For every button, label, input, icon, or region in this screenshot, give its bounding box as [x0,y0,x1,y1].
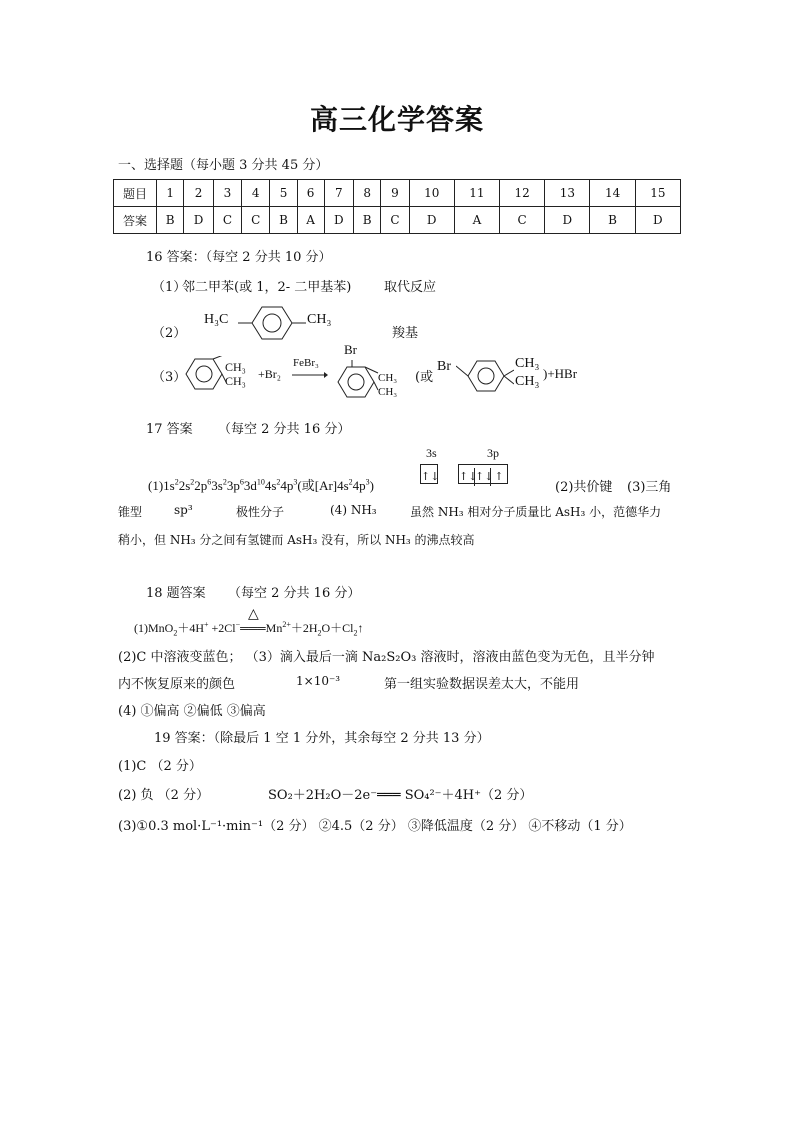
benzene-ring-product [334,360,380,406]
q19-line2-b: SO₂＋2H₂O－2e⁻═══ SO₄²⁻＋4H⁺（2 分） [268,788,533,803]
q16-p2-num: （2） [152,326,187,341]
question-number-cell: 11 [454,180,499,207]
answer-cell: D [635,207,680,234]
q16-p1-num: （1） [152,280,187,295]
answer-table [113,179,681,234]
question-number-cell: 1 [157,180,184,207]
question-number-cell: 6 [297,180,324,207]
section1-heading: 一、选择题（每小题 3 分共 45 分） [118,158,329,173]
q18-line3-a: 内不恢复原来的颜色 [118,677,236,692]
benzene-ring-ortho-1 [182,356,226,392]
orbital-3p-electrons-2: ↑↓ [475,468,491,486]
benzene-ring-alt [456,356,514,396]
q17-line2-c: 极性分子 [236,505,285,519]
answer-cell: B [354,207,381,234]
q16-ch3-b: CH₃ [225,374,246,388]
q19-line3: (3)①0.3 mol·L⁻¹·min⁻¹（2 分） ②4.5（2 分） ③降低温度（2 分） ④不移动（1 分） [118,819,632,834]
q17-line2-e: 虽然 NH₃ 相对分子质量比 AsH₃ 小，范德华力 [410,505,662,519]
answer-cell: D [545,207,590,234]
q16-ch3-c: CH₃ [378,372,398,384]
q16-p2-right: CH₃ [307,312,332,327]
answer-cell: A [297,207,324,234]
page-title: 高三化学答案 [309,103,484,136]
q16-ch3-f: CH₃ [515,374,540,389]
question-number-cell: 8 [354,180,381,207]
q17-p2: (2)共价键 [555,480,613,495]
q16-heading: 16 答案：（每空 2 分共 10 分） [146,250,332,265]
q16-p1-text: 邻二甲苯(或 1，2- 二甲基苯) [182,280,352,295]
q16-ch3-d: CH₃ [378,386,398,398]
orbital-3p-electrons-3: ↑ [494,470,504,483]
question-number-cell: 2 [184,180,214,207]
q16-p2-left: H₃C [204,312,229,327]
q19-line2-a: (2) 负 （2 分） [118,788,210,803]
question-row [114,180,681,207]
answer-cell: B [157,207,184,234]
q17-electron-config: $(1)1s^22s^22p^63s^23p^63d^{10}4s^24p^3$(或$[Ar]4s^24p^3$) [148,477,375,493]
q17-p3a: (3)三角 [627,480,672,495]
q17-line2-a: 锥型 [118,505,143,519]
row-header-answer: 答案 [114,207,157,234]
question-number-cell: 10 [409,180,454,207]
answer-cell: C [213,207,241,234]
q16-p1-type: 取代反应 [384,280,437,295]
q18-line3-b: 1×10⁻³ [296,674,341,688]
orbital-3p-box [458,464,508,484]
q18-line3-c: 第一组实验数据误差太大，不能用 [384,677,580,692]
q16-ch3-e: CH₃ [515,356,540,371]
orbital-3s-label: 3s [426,446,437,460]
orbital-3s-box [420,464,438,484]
q18-heading: 18 题答案 [146,586,206,601]
q17-line2-d: (4) NH₃ [330,503,377,517]
q17-line2-b: sp³ [174,503,193,517]
q16-p3-num: （3） [152,370,187,385]
question-number-cell: 3 [213,180,241,207]
q18-score: （每空 2 分共 16 分） [228,586,361,601]
answer-cell: C [500,207,545,234]
answer-cell: D [184,207,214,234]
q18-equation: $(1)MnO_2+4H^+ +2Cl^-═══Mn^{2+}+2H_2O+Cl_2↑$ [134,620,364,638]
benzene-ring-para [238,304,306,342]
row-header-question: 题目 [114,180,157,207]
q18-line4: (4) ①偏高 ②偏低 ③偏高 [118,704,266,719]
heat-triangle: △ [248,606,259,622]
question-number-cell: 15 [635,180,680,207]
q16-or-open: (或 [415,370,434,385]
q17-line3: 稍小，但 NH₃ 分之间有氢键而 AsH₃ 没有，所以 NH₃ 的沸点较高 [118,533,475,547]
question-number-cell: 4 [242,180,270,207]
answer-cell: B [590,207,635,234]
q19-heading: 19 答案：（除最后 1 空 1 分外，其余每空 2 分共 13 分） [154,731,490,746]
q16-plus-br2: +Br₂ [258,367,281,381]
reaction-arrow [292,372,328,378]
question-number-cell: 7 [324,180,354,207]
answer-cell: A [454,207,499,234]
question-number-cell: 5 [270,180,297,207]
answer-cell: D [409,207,454,234]
answer-cell: B [270,207,297,234]
question-number-cell: 12 [500,180,545,207]
q16-plus-hbr: )+HBr [543,366,578,381]
answer-cell: D [324,207,354,234]
question-number-cell: 13 [545,180,590,207]
question-number-cell: 14 [590,180,635,207]
answer-row [114,207,681,234]
question-number-cell: 9 [381,180,409,207]
q16-br-label: Br [344,342,357,357]
q16-p2-group: 羧基 [392,326,419,341]
answer-cell: C [381,207,409,234]
q17-score: （每空 2 分共 16 分） [218,422,351,437]
q16-catalyst: FeBr₃ [293,357,319,369]
q16-br-label-2: Br [437,359,451,374]
q19-line1: (1)C （2 分） [118,759,202,774]
orbital-3p-electrons-1: ↑↓ [459,468,475,486]
answer-cell: C [242,207,270,234]
q16-ch3-a: CH₃ [225,360,246,374]
q17-heading: 17 答案 [146,422,193,437]
orbital-3s-electrons: ↑↓ [421,470,440,483]
q18-line2: (2)C 中溶液变蓝色； （3）滴入最后一滴 Na₂S₂O₃ 溶液时，溶液由蓝色变为无色，且半分钟 [118,650,655,665]
orbital-3p-label: 3p [487,446,499,460]
